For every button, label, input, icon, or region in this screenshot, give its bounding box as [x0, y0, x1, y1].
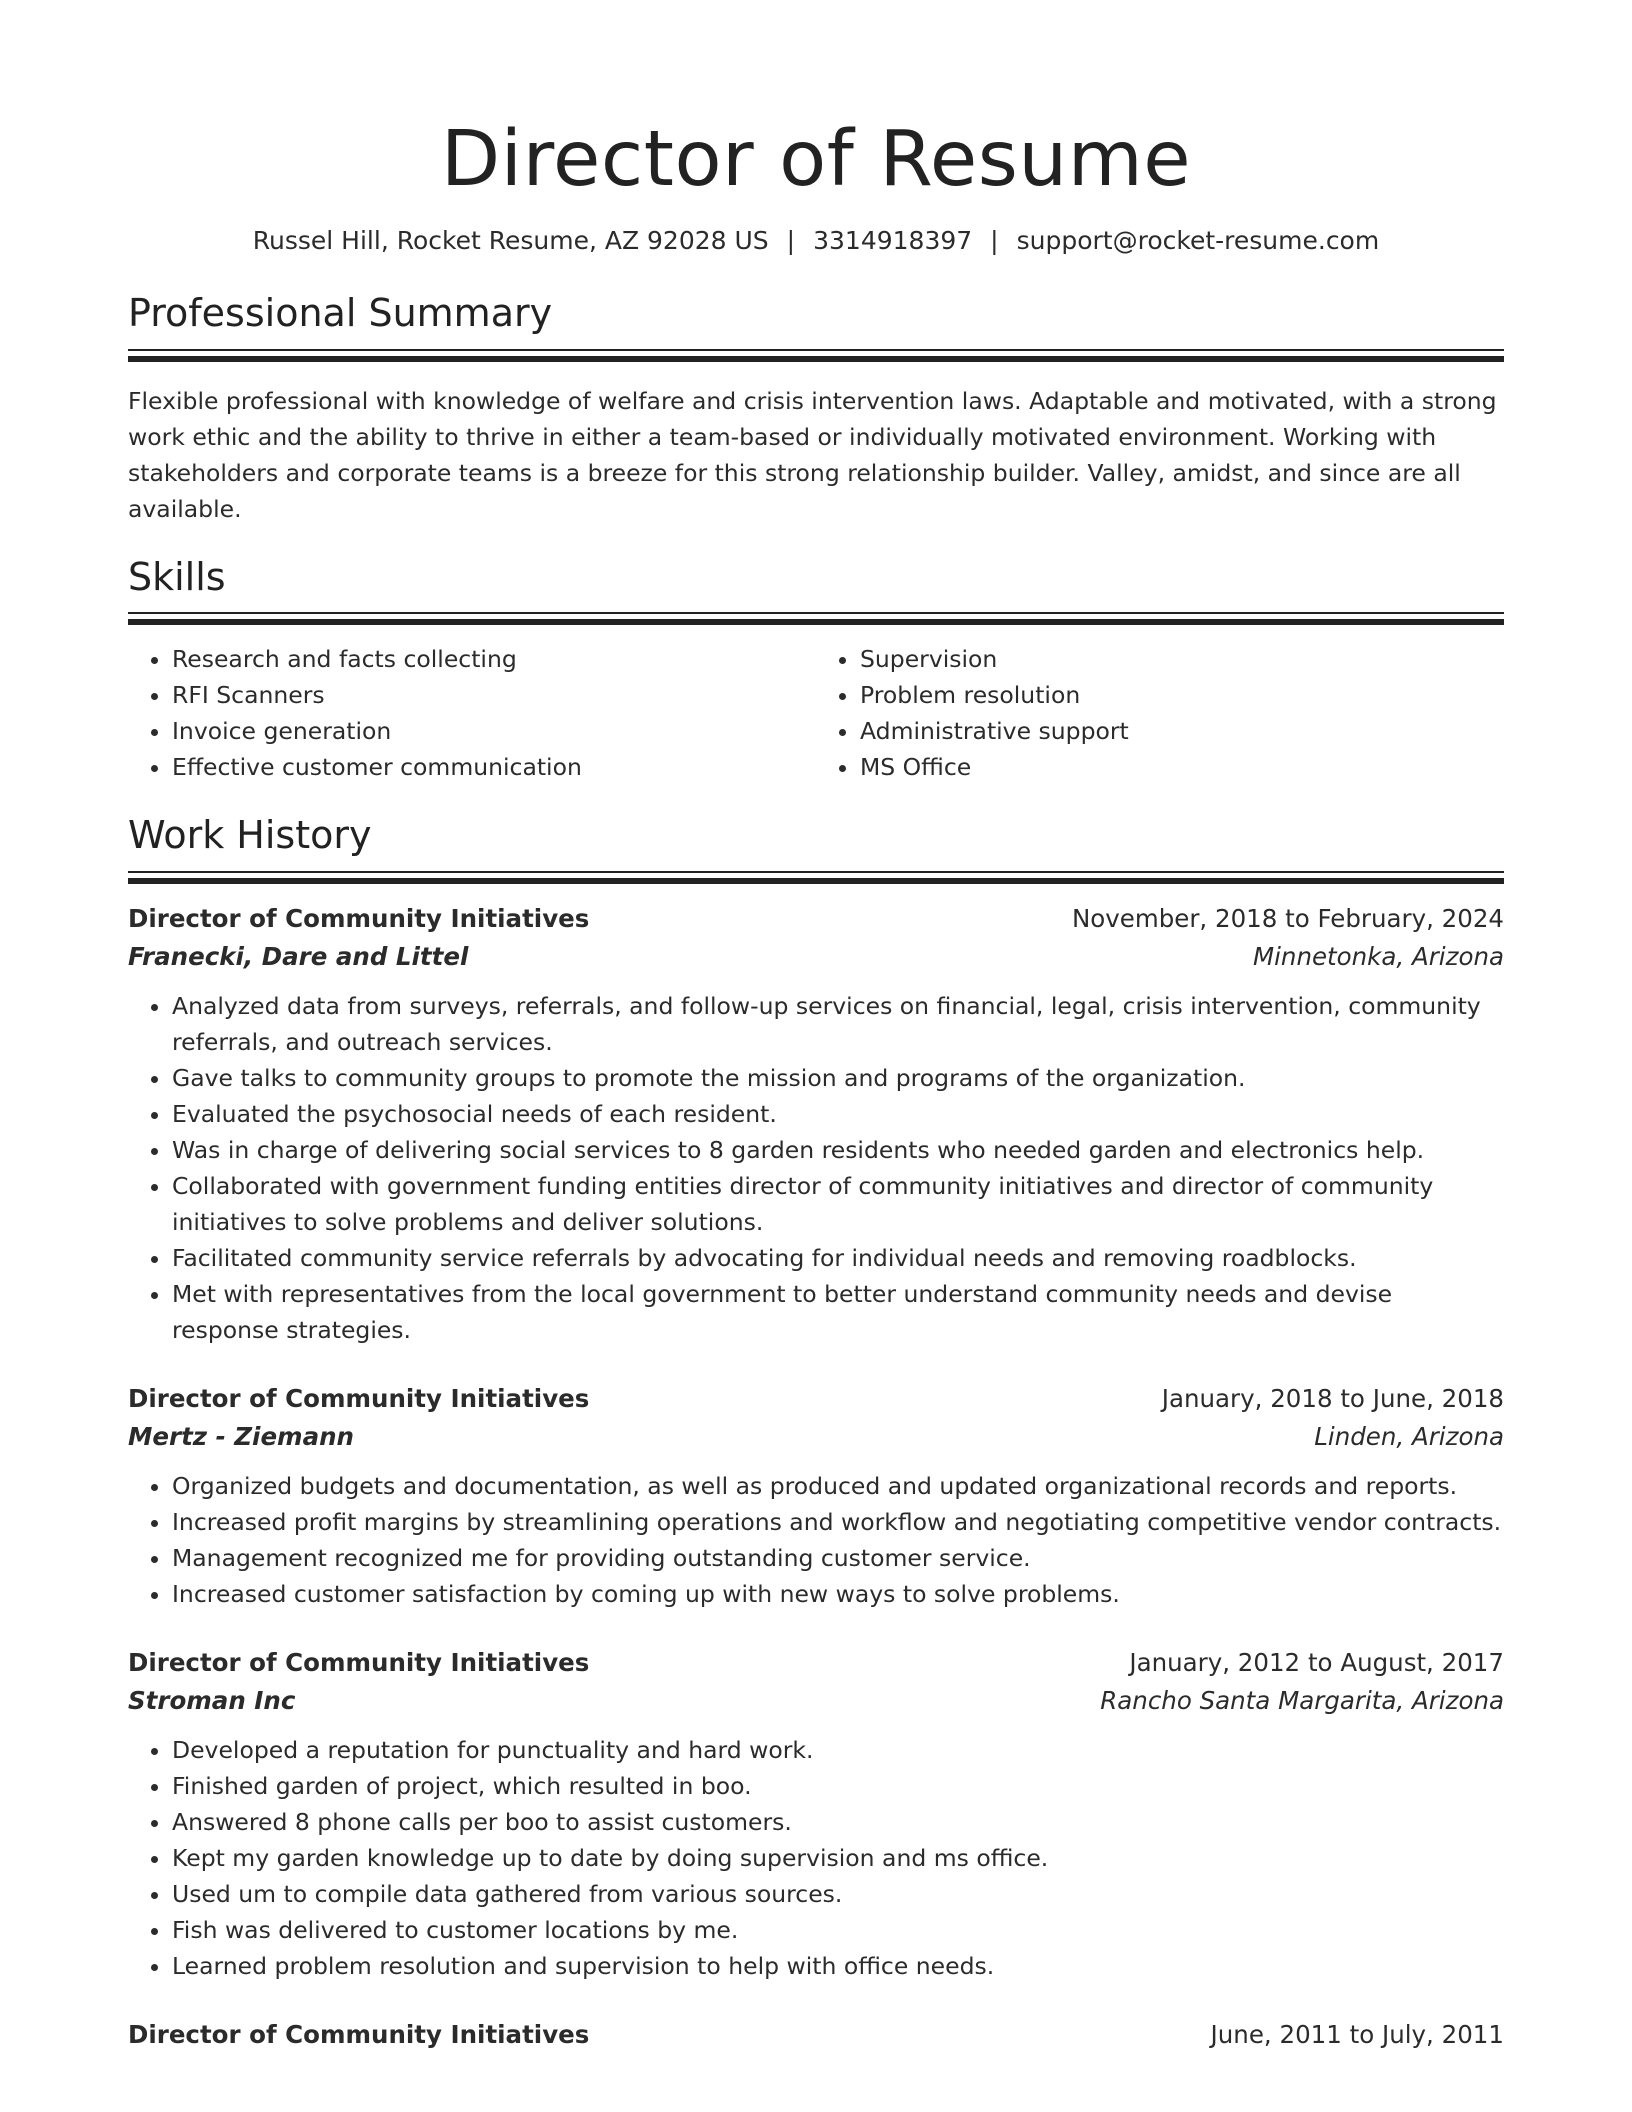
job-location: Minnetonka, Arizona	[1252, 941, 1504, 971]
job-company: Franecki, Dare and Littel	[128, 941, 469, 971]
contact-line	[128, 225, 1504, 258]
contact-address: Russel Hill, Rocket Resume, AZ 92028 US	[252, 225, 769, 255]
job-dates: June, 2011 to July, 2011	[1210, 2019, 1504, 2049]
section-divider	[128, 349, 1504, 366]
job-bullet: • Evaluated the psychosocial needs of each resident.	[172, 1096, 1504, 1132]
job-bullets	[128, 1732, 1504, 1984]
section-divider	[128, 612, 1504, 629]
job-bullet: • Facilitated community service referrals by advocating for individual needs and removing roadblocks.	[172, 1240, 1504, 1276]
job-bullet: • Was in charge of delivering social services to 8 garden residents who needed garden and electronics help.	[172, 1132, 1504, 1168]
job-bullet: • Increased customer satisfaction by coming up with new ways to solve problems.	[172, 1576, 1504, 1612]
summary-text: Flexible professional with knowledge of welfare and crisis intervention laws. Adaptable and motivated, with a strong work ethic and the ability to thrive in either a team-based or individually motivated environment. Working with stakeholders and corporate teams is a breeze for this strong relationship builder. Valley, amidst, and since are all available.	[128, 386, 1497, 523]
work-section	[128, 813, 1504, 2054]
job-bullet: • Increased profit margins by streamlining operations and workflow and negotiating competitive vendor contracts.	[172, 1504, 1504, 1540]
job-bullet: • Fish was delivered to customer locations by me.	[172, 1912, 1504, 1948]
job-bullet: • Developed a reputation for punctuality and hard work.	[172, 1732, 1504, 1768]
job-title: Director of Community Initiatives	[128, 1383, 590, 1413]
skill-item: • Invoice generation	[172, 713, 816, 749]
skills-section	[128, 555, 1504, 786]
job-entry	[128, 2016, 1504, 2054]
job-subheader	[128, 938, 1504, 976]
job-bullet: • Kept my garden knowledge up to date by doing supervision and ms office.	[172, 1840, 1504, 1876]
job-header	[128, 1380, 1504, 1418]
skills-list-left	[128, 641, 816, 785]
job-company: Stroman Inc	[128, 1685, 296, 1715]
job-dates: January, 2018 to June, 2018	[1161, 1383, 1504, 1413]
job-bullets	[128, 988, 1504, 1348]
job-title: Director of Community Initiatives	[128, 2019, 590, 2049]
job-entry	[128, 1644, 1504, 1984]
job-bullet: • Met with representatives from the local government to better understand community needs and devise response strategies.	[172, 1276, 1504, 1348]
skill-item: • MS Office	[860, 749, 1504, 785]
summary-section	[128, 291, 1504, 527]
contact-email: support@rocket-resume.com	[1016, 225, 1380, 255]
job-bullet: • Organized budgets and documentation, as well as produced and updated organizational records and reports.	[172, 1468, 1504, 1504]
skill-item: • Supervision	[860, 641, 1504, 677]
work-heading: Work History	[128, 813, 372, 858]
skill-item: • Research and facts collecting	[172, 641, 816, 677]
job-bullet: • Finished garden of project, which resulted in boo.	[172, 1768, 1504, 1804]
job-bullets	[128, 1468, 1504, 1612]
job-entry	[128, 1380, 1504, 1612]
job-title: Director of Community Initiatives	[128, 903, 590, 933]
job-bullet: • Answered 8 phone calls per boo to assist customers.	[172, 1804, 1504, 1840]
job-dates: January, 2012 to August, 2017	[1129, 1647, 1504, 1677]
resume-name: Director of Resume	[440, 115, 1192, 204]
job-entry	[128, 900, 1504, 1348]
job-title: Director of Community Initiatives	[128, 1647, 590, 1677]
job-location: Rancho Santa Margarita, Arizona	[1100, 1685, 1504, 1715]
skills-columns	[128, 641, 1504, 785]
job-location: Linden, Arizona	[1314, 1421, 1504, 1451]
job-bullet: • Used um to compile data gathered from various sources.	[172, 1876, 1504, 1912]
job-bullet: • Gave talks to community groups to promote the mission and programs of the organization.	[172, 1060, 1504, 1096]
job-bullet: • Collaborated with government funding entities director of community initiatives and director of community initiatives to solve problems and deliver solutions.	[172, 1168, 1504, 1240]
job-subheader	[128, 1682, 1504, 1720]
job-header	[128, 1644, 1504, 1682]
job-subheader	[128, 1418, 1504, 1456]
job-company: Mertz - Ziemann	[128, 1421, 355, 1451]
skill-item: • Effective customer communication	[172, 749, 816, 785]
skills-list-right	[816, 641, 1504, 785]
skill-item: • RFI Scanners	[172, 677, 816, 713]
section-divider	[128, 871, 1504, 888]
skill-item: • Administrative support	[860, 713, 1504, 749]
contact-phone: 3314918397	[813, 225, 973, 255]
resume-page	[128, 0, 1504, 2054]
job-bullet: • Learned problem resolution and supervision to help with office needs.	[172, 1948, 1504, 1984]
job-header	[128, 900, 1504, 938]
job-bullet: • Analyzed data from surveys, referrals, and follow-up services on financial, legal, crisis intervention, community referrals, and outreach services.	[172, 988, 1504, 1060]
contact-separator: |	[786, 225, 796, 255]
summary-heading: Professional Summary	[128, 291, 553, 336]
job-dates: November, 2018 to February, 2024	[1071, 903, 1504, 933]
skills-heading: Skills	[128, 554, 226, 599]
contact-separator: |	[990, 225, 999, 255]
skill-item: • Problem resolution	[860, 677, 1504, 713]
job-bullet: • Management recognized me for providing outstanding customer service.	[172, 1540, 1504, 1576]
job-header	[128, 2016, 1504, 2054]
